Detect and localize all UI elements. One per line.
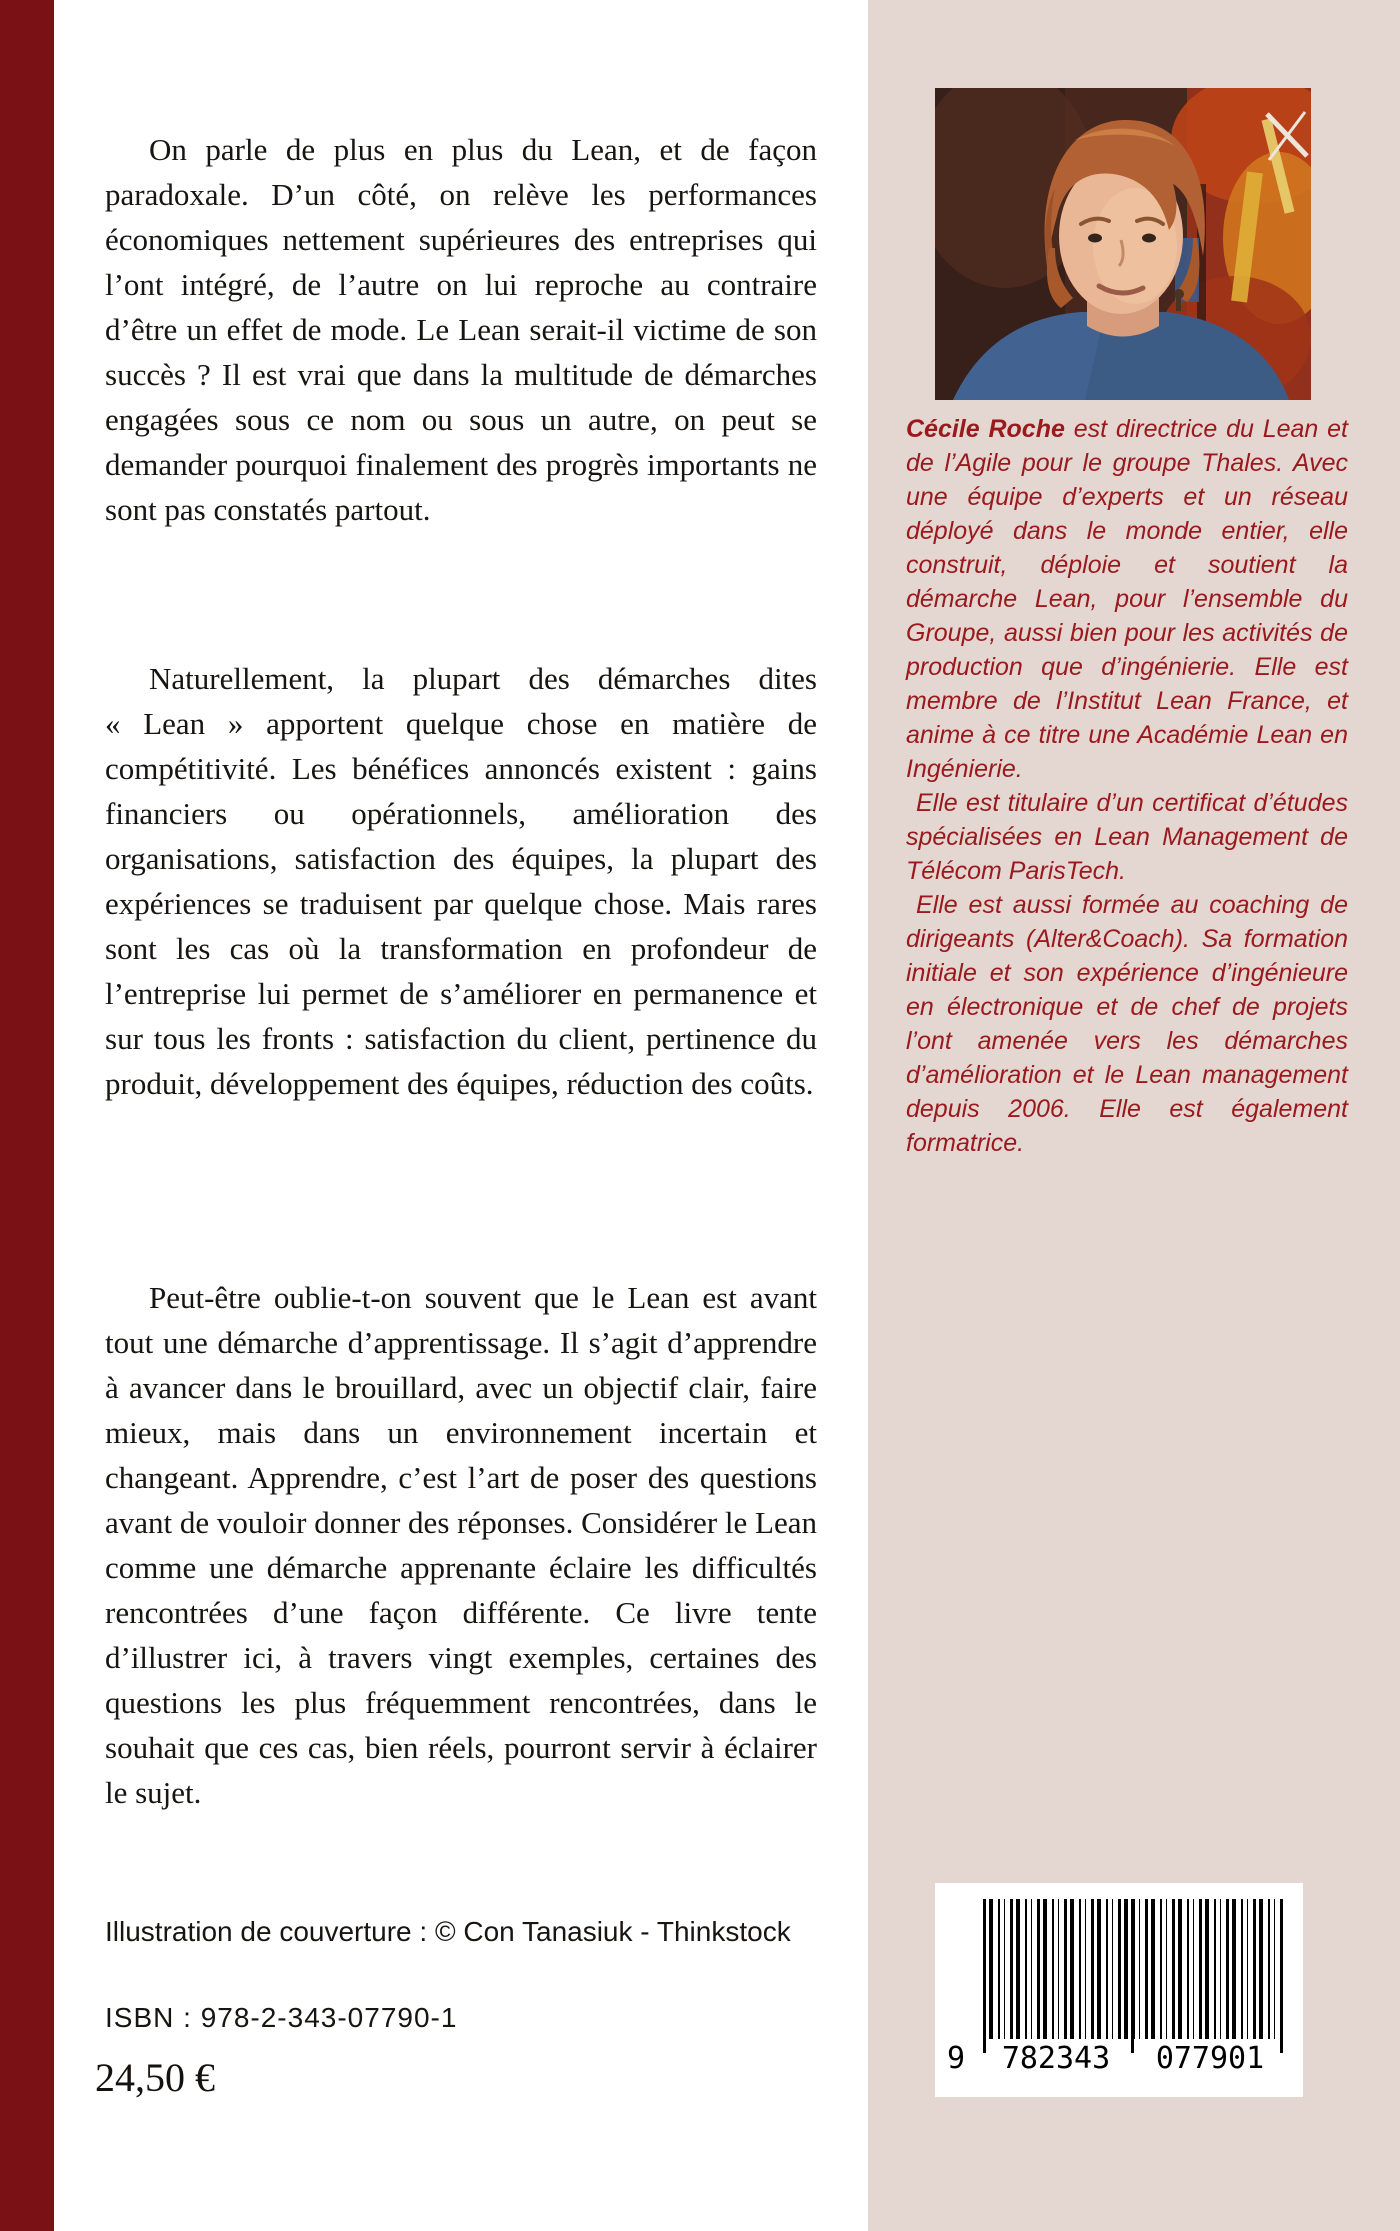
back-cover-paragraph: On parle de plus en plus du Lean, et de façon paradoxale. D’un côté, on relève les performances économiques nettement supérieures des entreprises qui l’ont intégré, de l’autre on lui reproche au contraire d’être un effet de mode. Le Lean serait-il victime de son succès ? Il est vrai que dans la multitude de démarches engagées sous ce nom ou sous un autre, on peut se demander pourquoi finalement des progrès importants ne sont pas constatés partout. xyxy=(105,132,817,527)
barcode-digits-group2: 077901 xyxy=(1155,2041,1265,2076)
price-label: 24,50 € xyxy=(95,2055,215,2100)
author-bio xyxy=(906,412,1348,1160)
back-cover-paragraph: Peut-être oublie-t-on souvent que le Lean est avant tout une démarche d’apprentissage. Il s’agit d’apprendre à avancer dans le brouillard, avec un objectif clair, faire mieux, mais dans un environnement incertain et changeant. Apprendre, c’est l’art de poser des questions avant de vouloir donner des réponses. Considérer le Lean comme une démarche apprenante éclaire les difficultés rencontrées d’une façon différente. Ce livre tente d’illustrer ici, à travers vingt exemples, certaines des questions les plus fréquemment rencontrées, dans le souhait que ces cas, bien réels, pourront servir à éclairer le sujet. xyxy=(105,1280,817,1810)
barcode-guard-left xyxy=(983,1899,986,2053)
barcode-digits-group1: 782343 xyxy=(1001,2041,1111,2076)
barcode-bars-area xyxy=(983,1899,1283,2039)
isbn-line: ISBN : 978-2-343-07790-1 xyxy=(105,2002,458,2033)
credit-line: Illustration de couverture : © Con Tanasiuk - Thinkstock xyxy=(105,1916,791,1947)
barcode-guard-middle xyxy=(1131,1899,1134,2053)
author-bio-paragraph: Elle est aussi formée au coaching de dirigeants (Alter&Coach). Sa formation initiale et son expérience d’ingénieure en électronique et de chef de projets l’ont amenée vers les démarches d’amélioration et le Lean management depuis 2006. Elle est également formatrice. xyxy=(906,891,1348,1157)
author-bio-paragraph xyxy=(906,412,1348,786)
author-photo xyxy=(935,88,1311,400)
author-bio-paragraph: Elle est titulaire d’un certificat d’études spécialisées en Lean Management de Télécom ParisTech. xyxy=(906,789,1348,885)
barcode-digit-lead: 9 xyxy=(947,2041,966,2076)
barcode-guard-right xyxy=(1280,1899,1283,2053)
back-cover-paragraph: Naturellement, la plupart des démarches dites « Lean » apportent quelque chose en matière de compétitivité. Les bénéfices annoncés existent : gains financiers ou opérationnels, amélioration des organisations, satisfaction des équipes, la plupart des expériences se traduisent par quelque chose. Mais rares sont les cas où la transformation en profondeur de l’entreprise lui permet de s’améliorer en permanence et sur tous les fronts : satisfaction du client, pertinence du produit, développement des équipes, réduction des coûts. xyxy=(105,661,817,1101)
barcode xyxy=(935,1883,1303,2097)
author-bio-text: est directrice du Lean et de l’Agile pour le groupe Thales. Avec une équipe d’experts et un réseau déployé dans le monde entier, elle construit, déploie et soutient la démarche Lean, pour l’ensemble du Groupe, aussi bien pour les activités de production que d’ingénierie. Elle est membre de l’Institut Lean France, et anime à ce titre une Académie Lean en Ingénierie. xyxy=(906,415,1348,783)
author-name: Cécile Roche xyxy=(906,415,1065,443)
spine-strip xyxy=(0,0,54,2231)
author-photo-illustration xyxy=(935,88,1311,400)
